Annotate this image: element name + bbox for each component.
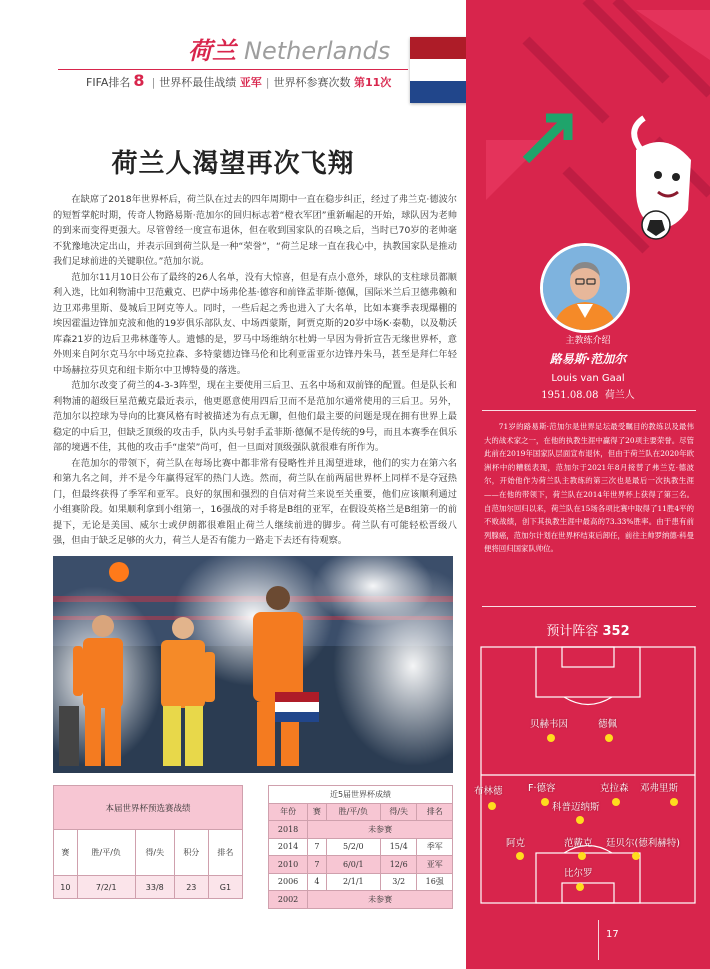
player-name: 德佩 bbox=[598, 719, 618, 730]
players-illustration bbox=[53, 556, 453, 773]
team-title bbox=[188, 36, 390, 66]
player-name: 贝赫韦因 bbox=[530, 719, 569, 730]
player-name: 阿克 bbox=[506, 838, 526, 849]
table-row bbox=[269, 891, 453, 909]
table-cell: 10 bbox=[54, 876, 78, 899]
table-header: 年份 bbox=[269, 803, 308, 821]
table-cell: 3/2 bbox=[380, 873, 416, 891]
lineup-pitch bbox=[474, 646, 696, 910]
player-dot bbox=[576, 883, 584, 891]
player-dot bbox=[547, 734, 555, 742]
coach-birth: 1951.08.08 bbox=[541, 390, 599, 401]
divider bbox=[482, 410, 696, 411]
lineup-label: 预计阵容 bbox=[546, 624, 599, 639]
table-cell: 7/2/1 bbox=[77, 876, 135, 899]
table-cell: 23 bbox=[174, 876, 208, 899]
coach-name-cn: 路易斯·范加尔 bbox=[518, 350, 658, 368]
coach-portrait bbox=[543, 246, 627, 330]
table-cell: 6/0/1 bbox=[326, 856, 380, 874]
history-table-body bbox=[269, 821, 453, 909]
table-row bbox=[269, 856, 453, 874]
table-header: 得/失 bbox=[135, 830, 174, 876]
player-name: F·德容 bbox=[528, 783, 556, 794]
table-cell: 16强 bbox=[417, 873, 453, 891]
table-row bbox=[269, 873, 453, 891]
paragraph: 在缺席了2018年世界杯后，荷兰队在过去的四年周期中一直在稳步纠正，经过了弗兰克·德波尔的短暂掌舵时期，传奇人物路易斯·范加尔的回归标志着“橙衣军团”重新崛起的开始，球队因为老帅的到来而变得更强大。尽管曾经一度宣布退休，但在收到国家队的召唤之后，当时已70岁的老帅毫不犹豫地决定出山，并表示回到荷兰队是一种“荣誉”，“荷兰足球一直在我心中，执教国家队是推动我们足球前进的关键职位。”范加尔说。 bbox=[53, 194, 457, 267]
best-record-label: 世界杯最佳战绩 bbox=[159, 76, 237, 89]
player-dot bbox=[516, 852, 524, 860]
table-header: 赛 bbox=[308, 803, 326, 821]
player-name: 科普迈纳斯 bbox=[552, 802, 600, 813]
lineup-formation: 352 bbox=[602, 624, 630, 639]
table-row bbox=[269, 838, 453, 856]
article-body bbox=[53, 192, 457, 549]
paragraph: 在范加尔的带领下，荷兰队在每场比赛中都非常有侵略性并且渴望进球，他们的实力在第六名和第九名之间，并不是今年赢得冠军的热门人选。然而，荷兰队在前两届世界杯上同样不是夺冠热门，但最终获得了季军和亚军。良好的氛围和强烈的自信对荷兰来说至关重要，他们应该顺利通过小组赛阶段。如果顺利拿到小组第一，16强战的对手将是B组的亚军，在假设英格兰是B组第一的前提下，无论是美国、威尔士或伊朗都很难阻止荷兰人继续前进的脚步。荷兰队有可能轻松晋级八强，但由于缺乏足够的火力，荷兰人是否有能力一路走下去还有待观察。 bbox=[53, 457, 457, 546]
fifa-rank-value: 8 bbox=[133, 71, 145, 90]
player-name: 范戴克 bbox=[564, 838, 593, 849]
coach-bio-text: 71岁的路易斯·范加尔是世界足坛最受瞩目的教练以及最伟大的战术家之一，在他的执教生涯中赢得了20项主要荣誉。尽管此前在2019年国家队层面宣布退休，但由于荷兰队在2020年欧洲杯中的糟糕表现，范加尔于2021年8月接替了弗兰克·德波尔，开始他作为荷兰队主教练的第三次也是最后一次执教生涯——在他的带领下，荷兰队在2014年世界杯上获得了第三名。自范加尔回归以来，荷兰队在15场各项比赛中取得了11胜4平的不败战绩，创下其执教生涯中最高的73.33%胜率。由于患有前列腺癌，范加尔计划在世界杯结束后卸任，前往主帅罗纳德·科曼便将回归国家队帅位。 bbox=[484, 422, 694, 554]
coach-name-en: Louis van Gaal bbox=[551, 373, 625, 384]
table-cell: 2014 bbox=[269, 838, 308, 856]
qualifier-table bbox=[53, 785, 243, 899]
appearances-value: 第11次 bbox=[354, 76, 392, 89]
paragraph: 范加尔11月10日公布了最终的26人名单，没有大惊喜，但是有点小意外，球队的支柱球员都顺利入选，比如利物浦中卫范戴克、巴萨中场弗伦基·德容和前锋孟菲斯·德佩，国际米兰后卫德弗赖和边卫邓弗里斯、曼城后卫阿克等人。同时，一些后起之秀也进入了大名单，比如本赛季表现爆棚的埃因霍温边锋加克波和他的19岁俱乐部队友、中场西蒙斯，阿贾克斯的20岁中场K·泰勒，以及勒沃库森21岁的边后卫弗林蓬等人。遗憾的是，罗马中场维纳尔杜姆一早因为骨折宣告无缘世界杯，意外则来自阿尔克马尔中场克拉森、多特蒙德边锋马伦和比利亚雷亚尔边锋丹朱马，甚至是拜仁年轻中场赫拉芬贝克和纽卡斯尔中卫博特曼的落选。 bbox=[53, 271, 457, 376]
player-name: 比尔罗 bbox=[564, 868, 593, 879]
table-cell: 亚军 bbox=[417, 856, 453, 874]
history-table-title: 近5届世界杯成绩 bbox=[269, 786, 453, 804]
table-cell: 2002 bbox=[269, 891, 308, 909]
table-cell: 2006 bbox=[269, 873, 308, 891]
table-cell: 15/4 bbox=[380, 838, 416, 856]
divider bbox=[482, 606, 696, 607]
player-dot bbox=[541, 798, 549, 806]
coach-nationality: 荷兰人 bbox=[604, 390, 635, 401]
player-name: 布林德 bbox=[474, 786, 503, 797]
table-cell: 2018 bbox=[269, 821, 308, 839]
table-header: 排名 bbox=[417, 803, 453, 821]
paragraph: 范加尔改变了荷兰的4-3-3阵型，现在主要使用三后卫、五名中场和双前锋的配置。但是队长和利物浦的超级巨星范戴克最近表示，他更愿意使用四后卫而不是范加尔通常使用的三后卫。另外，范加尔以控球为导向的比赛风格有时被描述为有点无聊，但他们最主要的问题是现在拥有世界上最稳定的中后卫，但缺乏顶级的攻击手，队内头号射手孟菲斯·德佩不是传统的9号，而且本赛季在俱乐部的境遇不佳，其他的攻击手“虚荣”尚可，但一旦面对顶级强队就很难有所作为。 bbox=[53, 380, 457, 453]
player-dot bbox=[578, 852, 586, 860]
coach-caption: 主教练介绍 bbox=[565, 336, 611, 346]
appearances-label: 世界杯参赛次数 bbox=[273, 76, 351, 89]
table-row bbox=[269, 821, 453, 839]
table-header: 胜/平/负 bbox=[77, 830, 135, 876]
player-dot bbox=[670, 798, 678, 806]
table-cell: 2/1/1 bbox=[326, 873, 380, 891]
table-header: 得/失 bbox=[380, 803, 416, 821]
table-cell: 未参赛 bbox=[308, 821, 453, 839]
player-dot bbox=[576, 816, 584, 824]
history-table bbox=[268, 785, 453, 909]
team-photo bbox=[53, 556, 453, 773]
table-cell: 5/2/0 bbox=[326, 838, 380, 856]
header-rule bbox=[58, 69, 408, 70]
table-cell: 33/8 bbox=[135, 876, 174, 899]
table-header: 排名 bbox=[208, 830, 242, 876]
table-cell: 未参赛 bbox=[308, 891, 453, 909]
team-name-en: Netherlands bbox=[244, 37, 391, 65]
player-dot bbox=[612, 798, 620, 806]
table-cell: G1 bbox=[208, 876, 242, 899]
player-dot bbox=[632, 852, 640, 860]
table-header: 积分 bbox=[174, 830, 208, 876]
qualifier-table-title: 本届世界杯预选赛战绩 bbox=[54, 786, 243, 830]
page-number: 17 bbox=[606, 929, 619, 940]
player-dot bbox=[605, 734, 613, 742]
table-cell: 7 bbox=[308, 856, 326, 874]
team-name-cn: 荷兰 bbox=[188, 37, 236, 65]
player-name: 邓弗里斯 bbox=[640, 783, 679, 794]
table-cell: 季军 bbox=[417, 838, 453, 856]
best-record-value: 亚军 bbox=[239, 76, 262, 89]
coach-bio bbox=[484, 420, 694, 556]
coach-sidebar bbox=[466, 0, 710, 969]
player-name: 廷贝尔(德利赫特) bbox=[606, 838, 680, 849]
player-dot bbox=[488, 802, 496, 810]
lineup-title bbox=[466, 620, 710, 639]
player-name: 克拉森 bbox=[600, 783, 629, 794]
team-stats: FIFA排名 8 | 世界杯最佳战绩 亚军 | 世界杯参赛次数 第11次 bbox=[86, 71, 392, 90]
table-cell: 4 bbox=[308, 873, 326, 891]
table-cell: 12/6 bbox=[380, 856, 416, 874]
headline: 荷兰人渴望再次飞翔 bbox=[111, 149, 355, 179]
table-cell: 7 bbox=[308, 838, 326, 856]
coach-birth-nationality bbox=[466, 386, 710, 401]
fifa-rank-label: FIFA排名 bbox=[86, 76, 131, 89]
table-header: 赛 bbox=[54, 830, 78, 876]
coach-photo bbox=[540, 243, 630, 333]
table-header: 胜/平/负 bbox=[326, 803, 380, 821]
page-number-rule bbox=[598, 920, 599, 960]
table-cell: 2010 bbox=[269, 856, 308, 874]
